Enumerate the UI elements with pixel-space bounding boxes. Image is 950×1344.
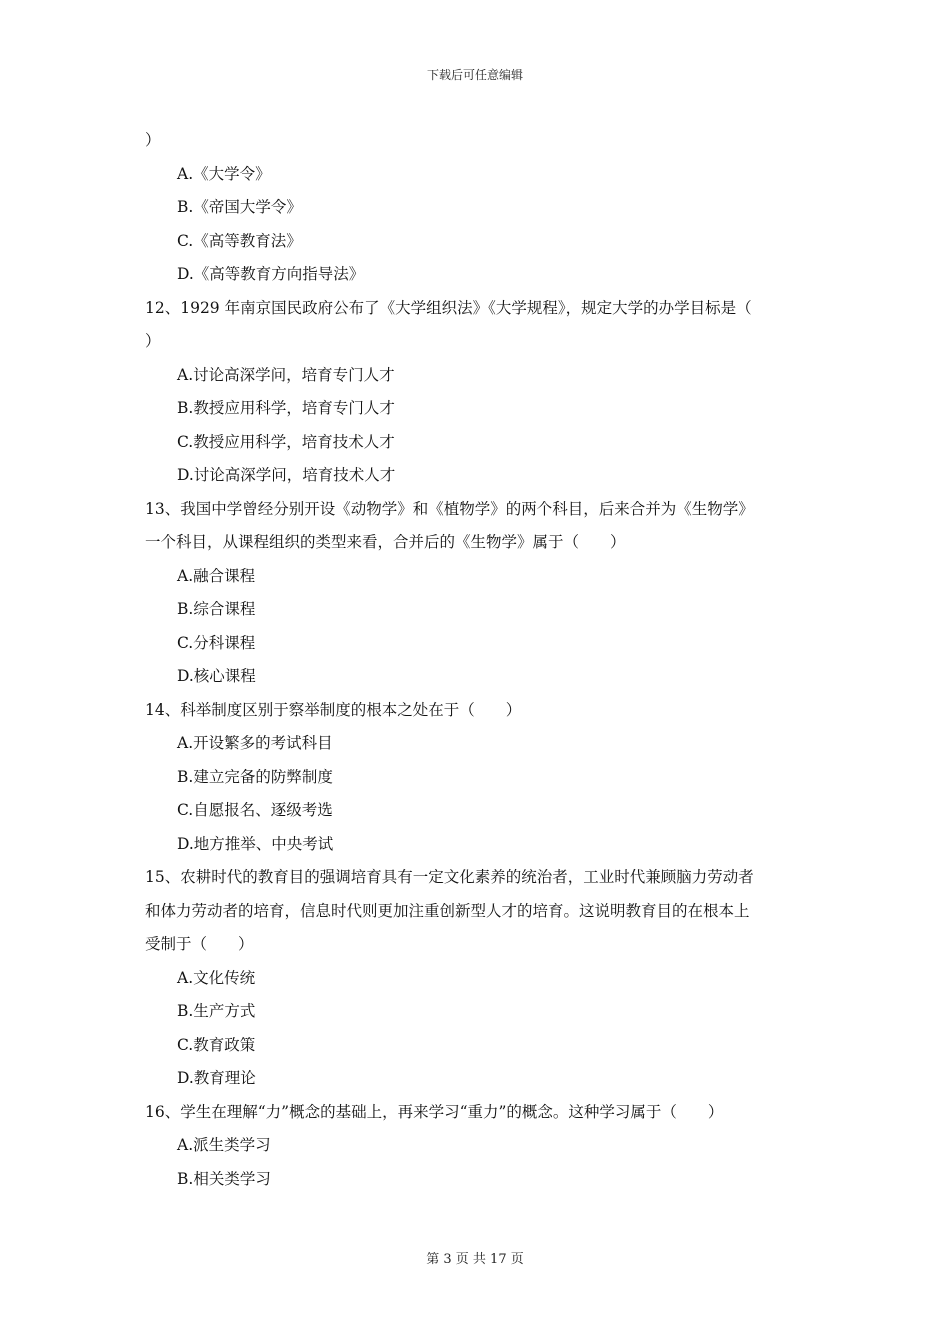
- answer-option: B.生产方式: [177, 1002, 256, 1020]
- answer-option: A.融合课程: [177, 566, 256, 585]
- question-text: ）: [145, 332, 161, 350]
- answer-option: C.教授应用科学，培育技术人才: [177, 432, 395, 451]
- answer-option: B.综合课程: [177, 600, 256, 618]
- question-text: 12、1929 年南京国民政府公布了《大学组织法》《大学规程》，规定大学的办学目标是（: [145, 298, 752, 317]
- answer-option: D.地方推举、中央考试: [177, 834, 334, 853]
- answer-option: B.建立完备的防弊制度: [177, 767, 333, 786]
- answer-option: A.文化传统: [177, 968, 256, 987]
- answer-option: D.核心课程: [177, 667, 256, 685]
- answer-option: A.《大学令》: [177, 164, 271, 183]
- page-header: 下载后可任意编辑: [426, 68, 523, 82]
- answer-option: C.分科课程: [177, 633, 256, 652]
- answer-option: C.自愿报名、逐级考选: [177, 801, 333, 819]
- question-text: 和体力劳动者的培育，信息时代则更加注重创新型人才的培育。这说明教育目的在根本上: [145, 901, 750, 920]
- question-text: 受制于（ ）: [145, 935, 254, 953]
- document-body: [0, 124, 950, 1196]
- answer-option: A.讨论高深学问，培育专门人才: [177, 365, 395, 384]
- answer-option: A.开设繁多的考试科目: [177, 734, 333, 752]
- question-text: 一个科目，从课程组织的类型来看，合并后的《生物学》属于（ ）: [145, 533, 626, 551]
- answer-option: D.讨论高深学问，培育技术人才: [177, 466, 396, 484]
- answer-option: B.《帝国大学令》: [177, 198, 302, 216]
- question-text: 13、我国中学曾经分别开设《动物学》和《植物学》的两个科目，后来合并为《生物学》: [145, 499, 754, 518]
- answer-option: D.《高等教育方向指导法》: [177, 265, 365, 283]
- answer-option: C.《高等教育法》: [177, 231, 302, 250]
- question-text: 14、科举制度区别于察举制度的根本之处在于（ ）: [145, 700, 522, 719]
- answer-option: B.相关类学习: [177, 1169, 271, 1188]
- answer-option: C.教育政策: [177, 1035, 256, 1054]
- answer-option: D.教育理论: [177, 1069, 256, 1087]
- question-text: 15、农耕时代的教育目的强调培育具有一定文化素养的统治者，工业时代兼顾脑力劳动者: [145, 868, 754, 886]
- page-footer: 第 3 页 共 17 页: [426, 1252, 524, 1267]
- answer-option: B.教授应用科学，培育专门人才: [177, 399, 395, 417]
- question-text: 16、学生在理解“力”概念的基础上，再来学习“重力”的概念。这种学习属于（ ）: [145, 1102, 724, 1121]
- question-text: ）: [145, 131, 161, 149]
- answer-option: A.派生类学习: [177, 1136, 271, 1154]
